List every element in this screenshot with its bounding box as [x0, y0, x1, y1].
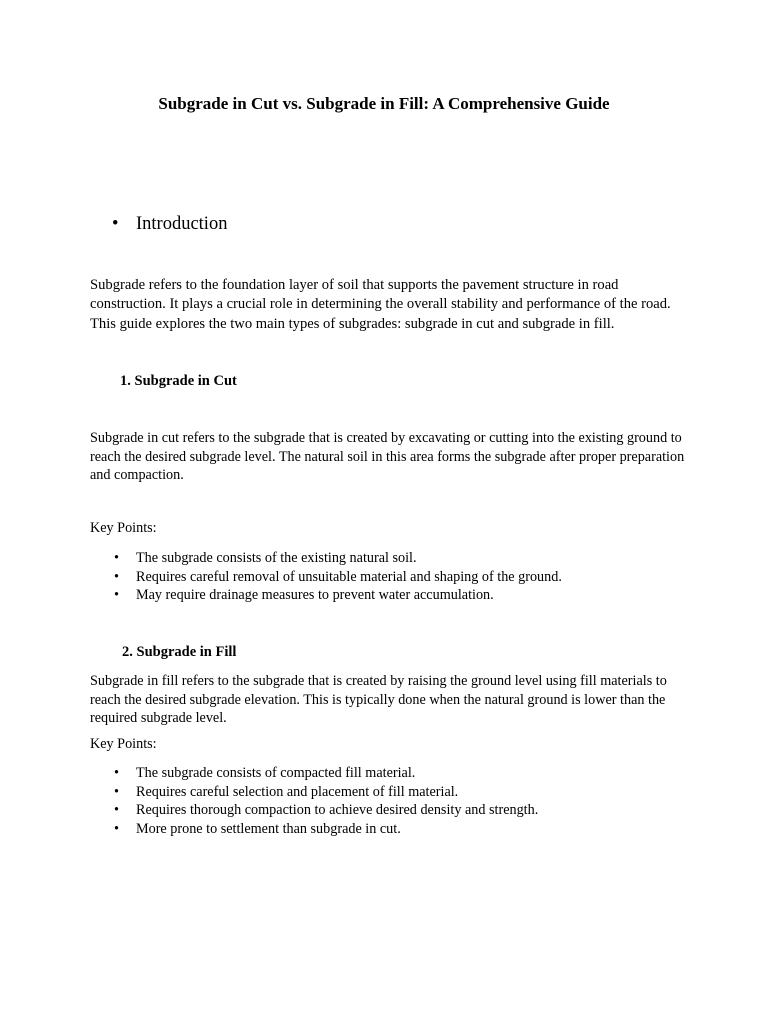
section-heading-fill: 2. Subgrade in Fill [122, 644, 237, 660]
intro-heading-label: Introduction [136, 214, 228, 234]
section-paragraph-cut: Subgrade in cut refers to the subgrade that is created by excavating or cutting into the existing ground to reach the desired subgrade level. The natural soil in this area forms the subgrade after proper preparation and compaction. [90, 430, 685, 484]
list-item [114, 820, 714, 839]
document-title: Subgrade in Cut vs. Subgrade in Fill: A Comprehensive Guide [158, 94, 610, 113]
bullet-icon: • [114, 550, 119, 566]
list-item [114, 568, 714, 587]
list-item-text: Requires careful selection and placement of fill material. [136, 783, 459, 800]
section-paragraph-fill: Subgrade in fill refers to the subgrade that is created by raising the ground level using fill materials to reach the desired subgrade elevation. This is typically done when the natural ground is lower than the required subgrade level. [90, 673, 667, 727]
list-item [114, 783, 714, 802]
key-points-list-fill [114, 764, 714, 838]
list-item [114, 549, 714, 568]
key-points-label-cut: Key Points: [90, 520, 157, 536]
list-item-text: More prone to settlement than subgrade in cut. [136, 820, 401, 837]
bullet-icon: • [114, 783, 119, 800]
bullet-icon: • [114, 802, 119, 819]
key-points-label-fill: Key Points: [90, 736, 157, 752]
list-item [114, 586, 714, 605]
list-item [114, 764, 714, 783]
bullet-icon: • [114, 587, 119, 604]
bullet-icon: • [114, 820, 119, 837]
bullet-icon: • [112, 214, 119, 234]
bullet-icon: • [114, 765, 119, 781]
list-item-text: May require drainage measures to prevent water accumulation. [136, 587, 494, 604]
list-item-text: The subgrade consists of the existing natural soil. [136, 550, 417, 566]
list-item-text: Requires thorough compaction to achieve desired density and strength. [136, 802, 539, 819]
list-item [114, 801, 714, 820]
intro-paragraph: Subgrade refers to the foundation layer of soil that supports the pavement structure in road construction. It plays a crucial role in determining the overall stability and performance of the road. This guide explores the two main types of subgrades: subgrade in cut and subgrade in fill. [90, 277, 671, 332]
list-item-text: Requires careful removal of unsuitable material and shaping of the ground. [136, 568, 562, 585]
intro-heading [112, 212, 227, 236]
key-points-list-cut [114, 549, 714, 605]
section-heading-cut: 1. Subgrade in Cut [120, 373, 237, 389]
bullet-icon: • [114, 568, 119, 585]
list-item-text: The subgrade consists of compacted fill material. [136, 765, 416, 781]
